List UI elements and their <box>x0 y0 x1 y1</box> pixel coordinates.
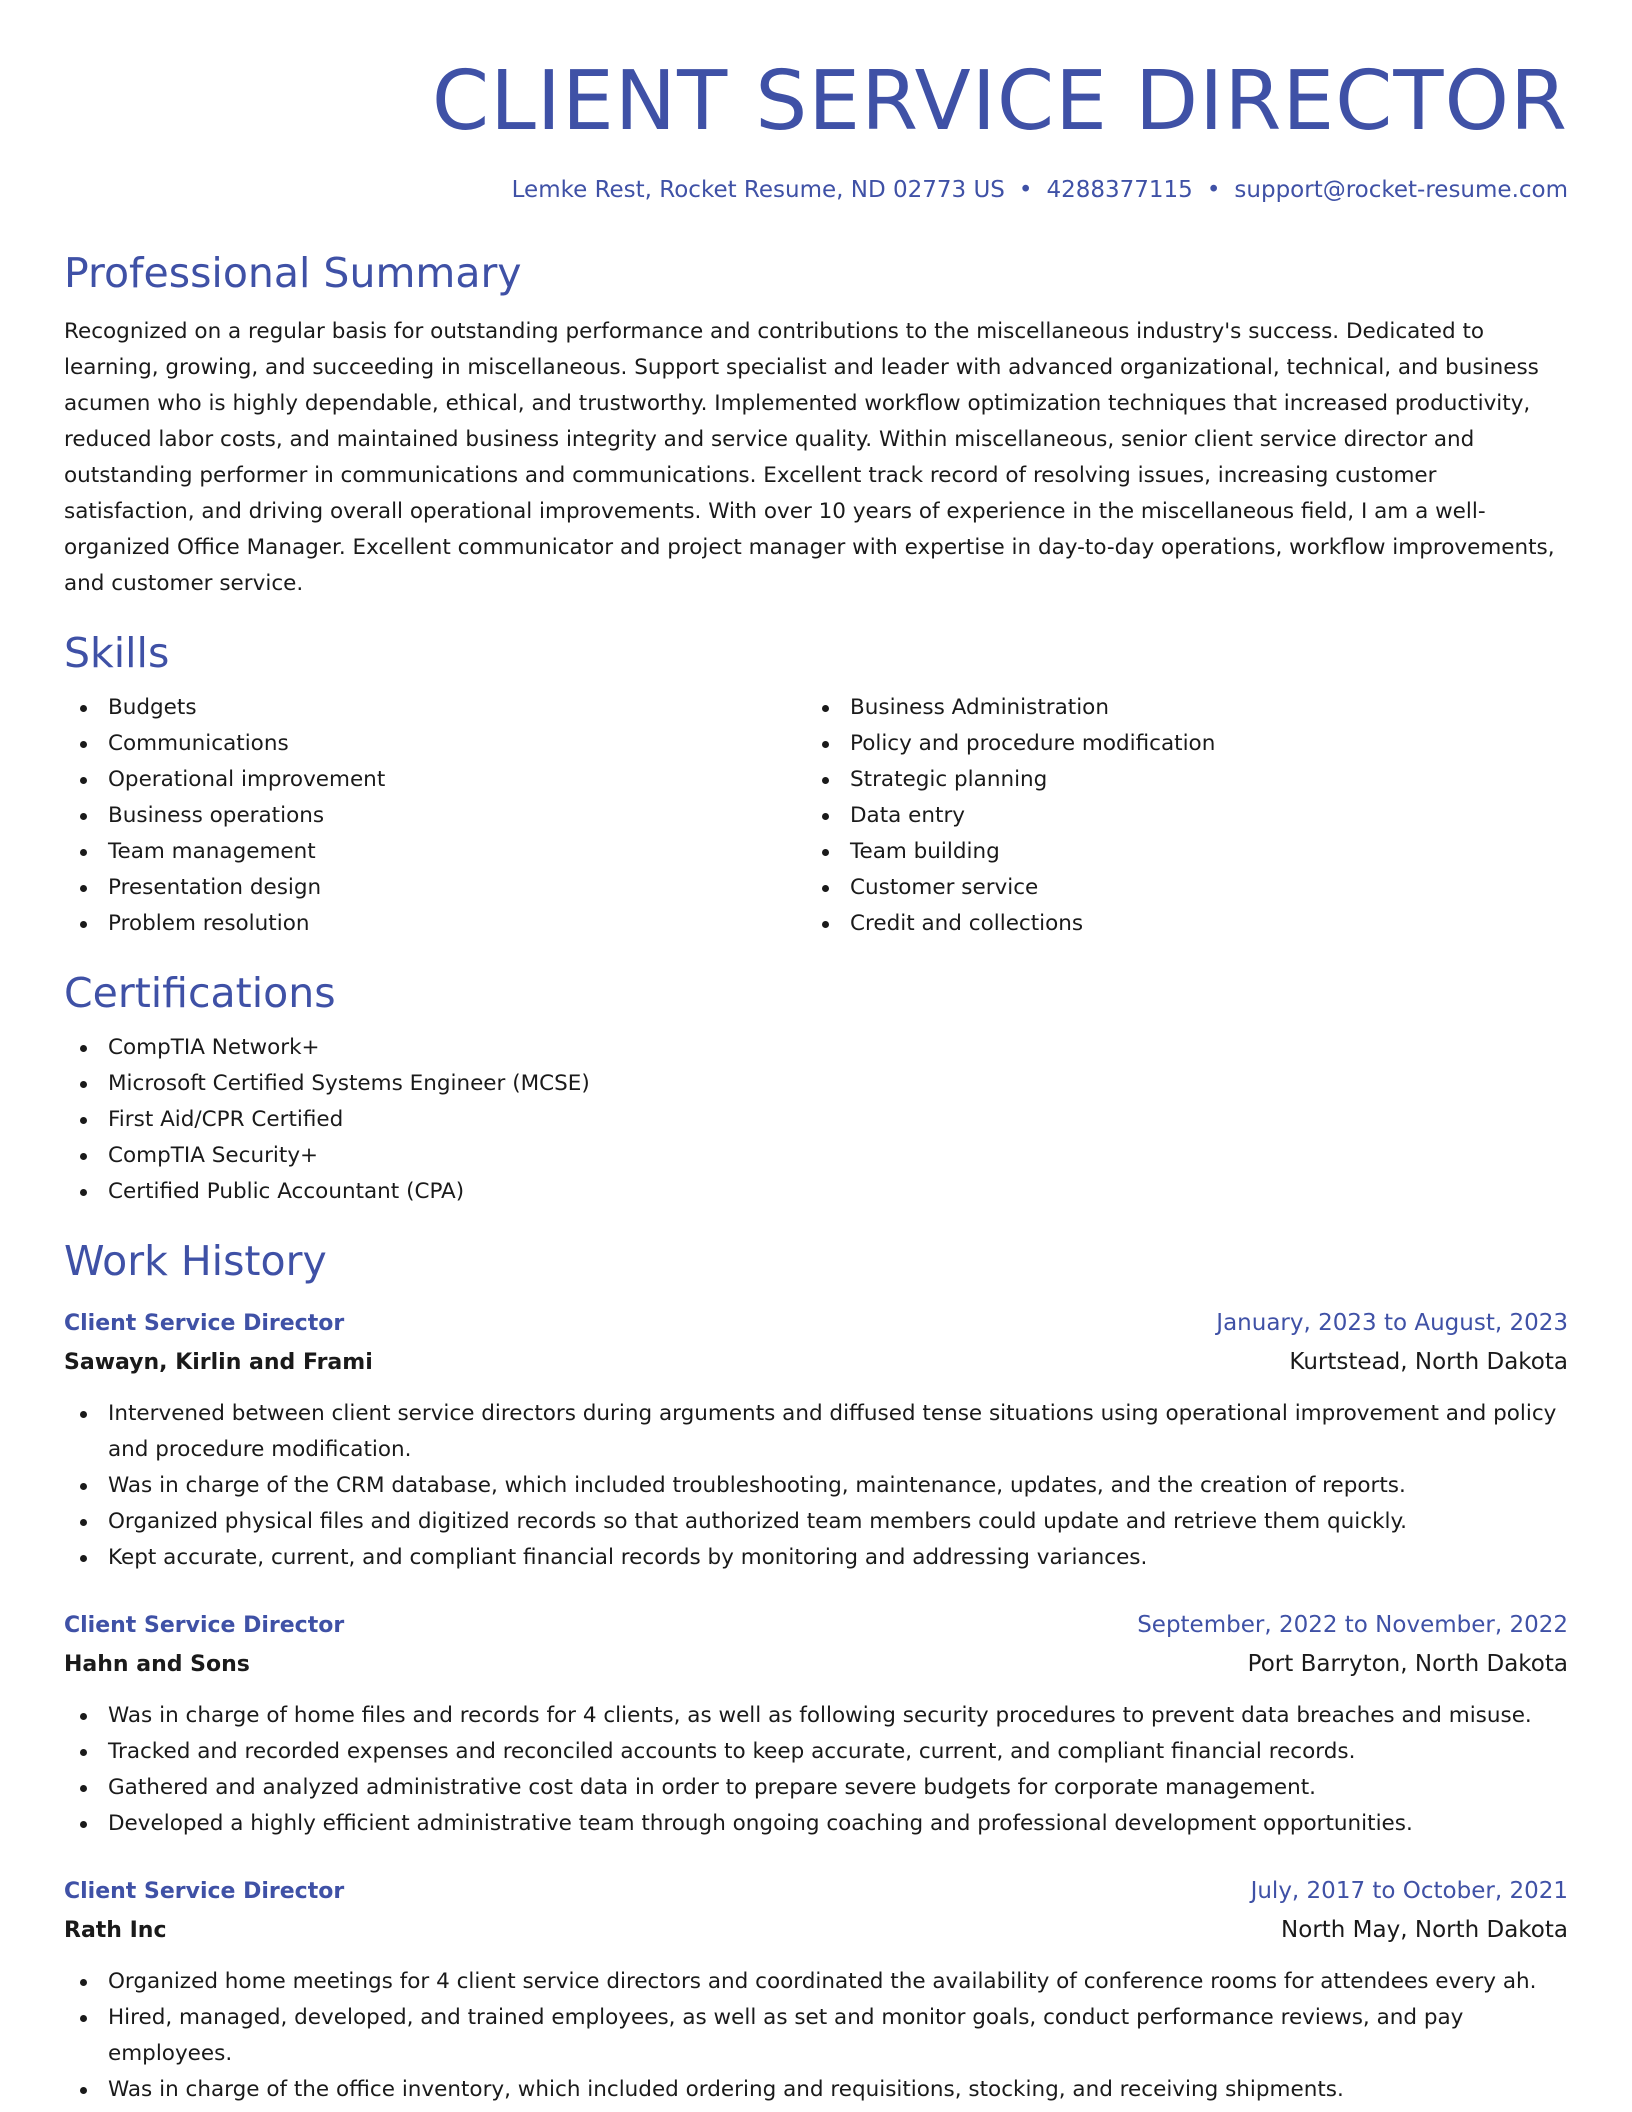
contact-email[interactable]: support@rocket-resume.com <box>1234 177 1568 203</box>
list-item: Budgets <box>64 690 806 726</box>
contact-address: Lemke Rest, Rocket Resume, ND 02773 US <box>511 177 1005 203</box>
list-item: Data entry <box>806 798 1548 834</box>
list-item: Credit and collections <box>806 906 1548 942</box>
job-company: Rath Inc <box>64 1918 167 1943</box>
summary-heading: Professional Summary <box>64 249 522 297</box>
list-item: Policy and procedure modification <box>806 726 1548 762</box>
job-location: Port Barryton, North Dakota <box>1247 1651 1568 1677</box>
job-location: Kurtstead, North Dakota <box>1289 1349 1568 1375</box>
job-dates: September, 2022 to November, 2022 <box>1137 1612 1568 1638</box>
list-item: First Aid/CPR Certified <box>64 1102 1568 1138</box>
job-title: Client Service Director <box>64 1613 345 1638</box>
job-title-row <box>64 1606 1568 1645</box>
job-bullets <box>64 1698 1568 1842</box>
list-item: Business Administration <box>806 690 1548 726</box>
resume-name: CLIENT SERVICE DIRECTOR <box>431 54 1568 149</box>
list-item: Strategic planning <box>806 762 1548 798</box>
list-item: Business operations <box>64 798 806 834</box>
job-dates: July, 2017 to October, 2021 <box>1250 1878 1568 1904</box>
summary-text: Recognized on a regular basis for outstanding performance and contributions to the miscellaneous industry's success. Dedicated to learning, growing, and succeeding in miscellaneous. Support specialist and leader with advanced organizational, technical, and business acumen who is highly dependable, ethical, and trustworthy. Implemented workflow optimization techniques that increased productivity, reduced labor costs, and maintained business integrity and service quality. Within miscellaneous, senior client service director and outstanding performer in communications and communications. Excellent track record of resolving issues, increasing customer satisfaction, and driving overall operational improvements. With over 10 years of experience in the miscellaneous field, I am a well-organized Office Manager. Excellent communicator and project manager with expertise in day-to-day operations, workflow improvements, and customer service. <box>64 319 1555 596</box>
work-history-heading: Work History <box>64 1237 327 1285</box>
job-title-row <box>64 1304 1568 1343</box>
job-entry <box>64 1606 1568 1842</box>
list-item: Microsoft Certified Systems Engineer (MCSE) <box>64 1066 1568 1102</box>
job-company-row <box>64 1911 1568 1950</box>
job-dates: January, 2023 to August, 2023 <box>1216 1310 1568 1336</box>
resume-page <box>64 0 1568 2108</box>
contact-separator: • <box>1018 177 1033 203</box>
skills-left-column <box>64 690 806 942</box>
work-history-list <box>64 1304 1568 2108</box>
job-company: Hahn and Sons <box>64 1652 250 1677</box>
job-bullet: Intervened between client service directors during arguments and diffused tense situations using operational improvement and policy and procedure modification. <box>64 1396 1568 1468</box>
list-item: Team building <box>806 834 1548 870</box>
job-bullet: Kept accurate, current, and compliant financial records by monitoring and addressing variances. <box>64 1540 1568 1576</box>
job-location: North May, North Dakota <box>1281 1917 1568 1943</box>
skills-right-column <box>806 690 1548 942</box>
contact-separator: • <box>1206 177 1221 203</box>
job-bullets <box>64 1396 1568 1576</box>
job-company: Sawayn, Kirlin and Frami <box>64 1350 373 1375</box>
job-bullet: Tracked and recorded expenses and reconciled accounts to keep accurate, current, and compliant financial records. <box>64 1734 1568 1770</box>
job-bullet: Was in charge of home files and records for 4 clients, as well as following security procedures to prevent data breaches and misuse. <box>64 1698 1568 1734</box>
job-bullet: Developed a highly efficient administrative team through ongoing coaching and professional development opportunities. <box>64 1806 1568 1842</box>
list-item: CompTIA Network+ <box>64 1030 1568 1066</box>
job-bullet: Was in charge of the CRM database, which included troubleshooting, maintenance, updates, and the creation of reports. <box>64 1468 1568 1504</box>
skills-list <box>64 690 1568 942</box>
list-item: Communications <box>64 726 806 762</box>
contact-phone: 4288377115 <box>1046 177 1193 203</box>
job-title: Client Service Director <box>64 1879 345 1904</box>
list-item: Team management <box>64 834 806 870</box>
job-company-row <box>64 1645 1568 1684</box>
list-item: CompTIA Security+ <box>64 1138 1568 1174</box>
job-entry <box>64 1304 1568 1576</box>
job-bullet: Gathered and analyzed administrative cost data in order to prepare severe budgets for corporate management. <box>64 1770 1568 1806</box>
list-item: Customer service <box>806 870 1548 906</box>
list-item: Problem resolution <box>64 906 806 942</box>
job-bullet: Organized home meetings for 4 client service directors and coordinated the availability of conference rooms for attendees every ah. <box>64 1964 1568 2000</box>
list-item: Operational improvement <box>64 762 806 798</box>
job-bullet: Was in charge of the office inventory, which included ordering and requisitions, stocking, and receiving shipments. <box>64 2072 1568 2108</box>
list-item: Presentation design <box>64 870 806 906</box>
job-title-row <box>64 1872 1568 1911</box>
skills-heading: Skills <box>64 629 170 677</box>
job-title: Client Service Director <box>64 1311 345 1336</box>
job-bullet: Hired, managed, developed, and trained employees, as well as set and monitor goals, conduct performance reviews, and pay employees. <box>64 2000 1568 2072</box>
contact-line <box>64 174 1568 206</box>
job-bullets <box>64 1964 1568 2108</box>
list-item: Certified Public Accountant (CPA) <box>64 1174 1568 1210</box>
certifications-heading: Certifications <box>64 969 336 1017</box>
job-bullet: Organized physical files and digitized records so that authorized team members could update and retrieve them quickly. <box>64 1504 1568 1540</box>
job-entry <box>64 1872 1568 2108</box>
job-company-row <box>64 1343 1568 1382</box>
certifications-list <box>64 1030 1568 1210</box>
